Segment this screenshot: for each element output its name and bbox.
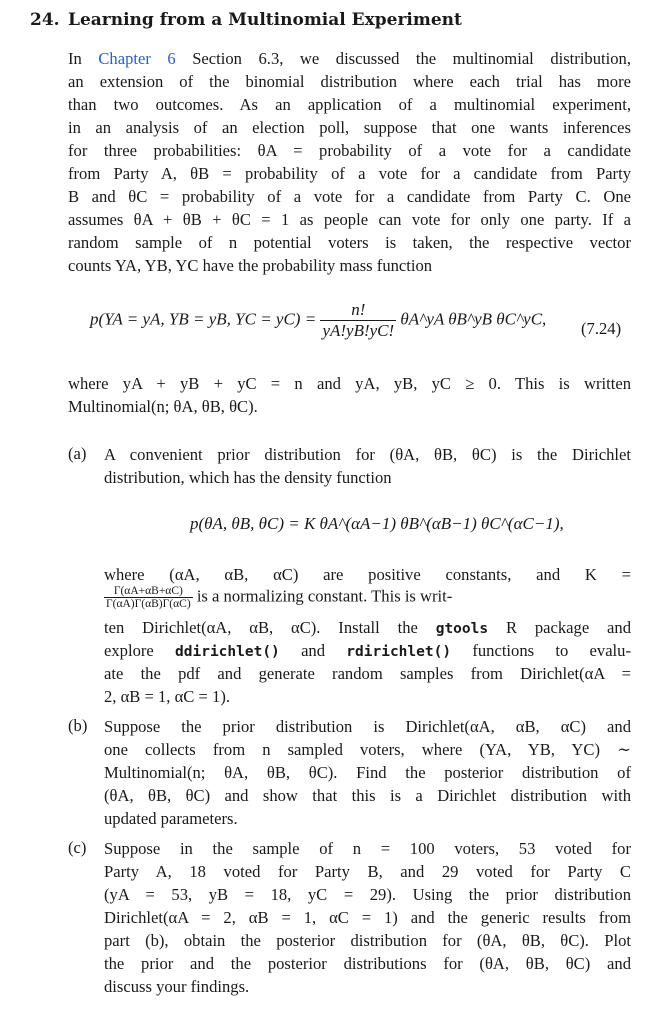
intro-line: counts YA, YB, YC have the probability mass function: [68, 256, 433, 275]
intro-line: assumes θA + θB + θC = 1 as people can vote for only one party. If a: [68, 210, 631, 229]
part-b-line: one collects from n sampled voters, where (YA, YB, YC) ∼: [104, 740, 631, 759]
intro-line: in an analysis of an election poll, suppose that one wants inferences: [68, 118, 631, 137]
part-b-line: updated parameters.: [104, 809, 238, 828]
part-c-line: Suppose in the sample of n = 100 voters, 53 voted for: [104, 839, 631, 858]
part-a-line: A convenient prior distribution for (θA, θB, θC) is the Dirichlet: [104, 445, 631, 464]
k-numerator: Γ(αA+αB+αC): [104, 585, 193, 598]
normalizing-constant-fraction: [104, 585, 193, 610]
exercise-heading: [30, 10, 462, 30]
part-a-line: distribution, which has the density function: [104, 468, 392, 487]
part-b-line: (θA, θB, θC) and show that this is a Dirichlet distribution with: [104, 786, 631, 805]
intro-line: for three probabilities: θA = probability of a vote for a candidate: [68, 141, 631, 160]
part-a-line: 2, αB = 1, αC = 1).: [104, 687, 230, 706]
part-c-label: (c): [68, 838, 87, 857]
part-c-line: discuss your findings.: [104, 977, 250, 996]
exercise-number: 24.: [30, 10, 60, 30]
equation-rhs: θA^yA θB^yB θC^yC,: [400, 309, 547, 329]
part-a-line: ate the pdf and generate random samples from Dirichlet(αA =: [104, 664, 631, 683]
intro-line: from Party A, θB = probability of a vote for a candidate from Party: [68, 164, 631, 183]
part-b-line: Suppose the prior distribution is Dirichlet(αA, αB, αC) and: [104, 717, 631, 736]
equation-denominator: yA!yB!yC!: [322, 321, 395, 340]
equation-numerator: n!: [320, 300, 396, 321]
after-equation-line: Multinomial(n; θA, θB, θC).: [68, 397, 258, 416]
multinomial-pmf-equation: [90, 300, 546, 341]
part-c-line: part (b), obtain the posterior distribution for (θA, θB, θC). Plot: [104, 931, 631, 950]
intro-line: B and θC = probability of a vote for a candidate from Party C. One: [68, 187, 631, 206]
equation-lhs: p(YA = yA, YB = yB, YC = yC) =: [90, 309, 317, 329]
intro-line: random sample of n potential voters is taken, the respective vector: [68, 233, 631, 252]
part-c-line: Dirichlet(αA = 2, αB = 1, αC = 1) and the generic results from: [104, 908, 631, 927]
intro-line: an extension of the binomial distribution where each trial has more: [68, 72, 631, 91]
dirichlet-density-equation: p(θA, θB, θC) = K θA^(αA−1) θB^(αB−1) θC^(αC−1),: [190, 514, 564, 533]
after-equation-line: where yA + yB + yC = n and yA, yB, yC ≥ 0. This is written: [68, 374, 631, 393]
part-a-line: where (αA, αB, αC) are positive constants, and K =: [104, 565, 631, 584]
k-denominator: Γ(αA)Γ(αB)Γ(αC): [106, 598, 191, 610]
exercise-title: Learning from a Multinomial Experiment: [68, 10, 462, 30]
code-rdirichlet: rdirichlet(): [346, 644, 452, 660]
equation-number: (7.24): [581, 319, 622, 338]
part-a-label: (a): [68, 444, 87, 463]
part-c-line: Party A, 18 voted for Party B, and 29 voted for Party C: [104, 862, 631, 881]
part-b-label: (b): [68, 716, 88, 735]
part-a-line: ten Dirichlet(αA, αB, αC). Install the gtools R package and: [104, 618, 631, 637]
intro-line: than two outcomes. As an application of a multinomial experiment,: [68, 95, 631, 114]
part-c-line: the prior and the posterior distributions for (θA, θB, θC) and: [104, 954, 631, 973]
part-c-line: (yA = 53, yB = 18, yC = 29). Using the prior distribution: [104, 885, 631, 904]
code-ddirichlet: ddirichlet(): [175, 644, 280, 660]
equation-fraction: [320, 300, 396, 341]
code-gtools: gtools: [435, 621, 489, 637]
part-a-line: $\frac{\Gamma(\alpha A+\alpha B+\alpha C)}{\Gamma(\alpha A)\Gamma(\alpha B)\Gamma(\alpha C)}$ is a normalizing constant. This is writ-: [106, 585, 453, 610]
part-a-line: explore ddirichlet() and rdirichlet() functions to evalu-: [104, 641, 631, 660]
intro-line: In Chapter 6 Section 6.3, we discussed the multinomial distribution,: [68, 49, 631, 68]
part-b-line: Multinomial(n; θA, θB, θC). Find the posterior distribution of: [104, 763, 631, 782]
chapter-link[interactable]: Chapter 6: [98, 49, 176, 68]
